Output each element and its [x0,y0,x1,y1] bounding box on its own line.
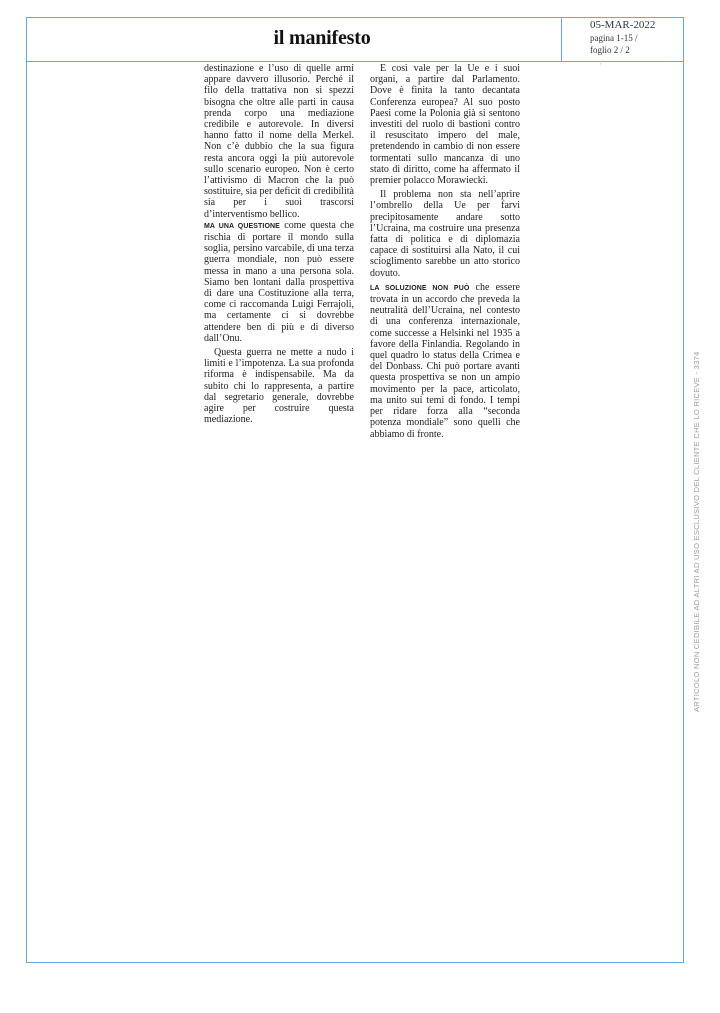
copyright-side-notice: ARTICOLO NON CEDIBILE AD ALTRI AD USO ESCLUSIVO DEL CLIENTE CHE LO RICEVE - 3374 [692,351,701,712]
paragraph-lead-in: MA UNA QUESTIONE [204,222,280,230]
paragraph-with-lead [204,220,354,344]
paragraph: E così vale per la Ue e i suoi organi, a partire dal Parlamento. Dove è finita la tanto decantata Conferenza europea? Al suo posto Paesi come la Polonia già si sentono investiti del ruolo di bastioni contro il resuscitato impero del male, pretendendo in cambio di non essere tormentati sullo mancanza di uno stato di diritto, come ha affermato il premier polacco Morawiecki. [370,63,520,187]
paragraph-body: che essere trovata in un accordo che preveda la neutralità dell’Ucraina, nel contesto di una conferenza internazionale, come successe a Helsinki nel 1935 a favore della Finlandia. Regolando in quel quadro lo status della Crimea e del Donbass. Chi può portare avanti questa prospettiva se non un ampio movimento per la pace, articolato, ma unito sui temi di fondo. I tempi per ridare forza alla “seconda potenza mondiale” sono quelli che abbiamo di fronte. [370,281,520,440]
article-column-right [370,63,520,440]
newspaper-masthead: il manifesto [273,27,371,49]
paragraph: destinazione e l’uso di quelle armi appare davvero illusorio. Perché il filo della trattativa non si spezzi bisogna che oltre alle parti in causa prenda corpo una mediazione credibile e autorevole. In diversi hanno fatto il nome della Merkel. Non c’è dubbio che la sua figura resta ancora oggi la più autorevole sullo scenario europeo. Non è certo l’attivismo di Macron che la può sostituire, sia per deficit di credibilità sia per i suoi trascorsi d’interventismo bellico. [204,63,354,220]
page-meta-box [561,18,683,61]
article-column-left [204,63,354,426]
page-header [27,18,683,62]
paragraph-with-lead [370,282,520,440]
publication-date: 05-MAR-2022 [590,19,656,31]
page-number: pagina 1-15 / [590,33,638,43]
meta-mark: ˈ [599,62,602,71]
paragraph-lead-in: LA SOLUZIONE NON PUÒ [370,284,470,292]
sheet-number: foglio 2 / 2 [590,45,630,55]
paragraph-body: come questa che rischia di portare il mondo sulla soglia, persino varcabile, di una terza guerra mondiale, non può essere messa in mano a una persona sola. Siamo ben lontani dalla prospettiva di dare una Costituzione alla terra, come ci raccomanda Luigi Ferrajoli, ma certamente ci si dovrebbe attendere ben di più e di diverso dall’Onu. [204,219,354,344]
paragraph: Il problema non sta nell’aprire l’ombrello della Ue per farvi precipitosamente andare sotto l’Ucraina, ma costruire una presenza fatta di politica e di diplomazia capace di sostituirsi alla Nato, il cui scioglimento sarebbe un atto storico dovuto. [370,189,520,279]
paragraph: Questa guerra ne mette a nudo i limiti e l’impotenza. La sua profonda riforma è indispensabile. Ma da subito chi lo rappresenta, a partire dal segretario generale, dovrebbe agire per costruire questa mediazione. [204,347,354,426]
page-frame [26,17,684,963]
